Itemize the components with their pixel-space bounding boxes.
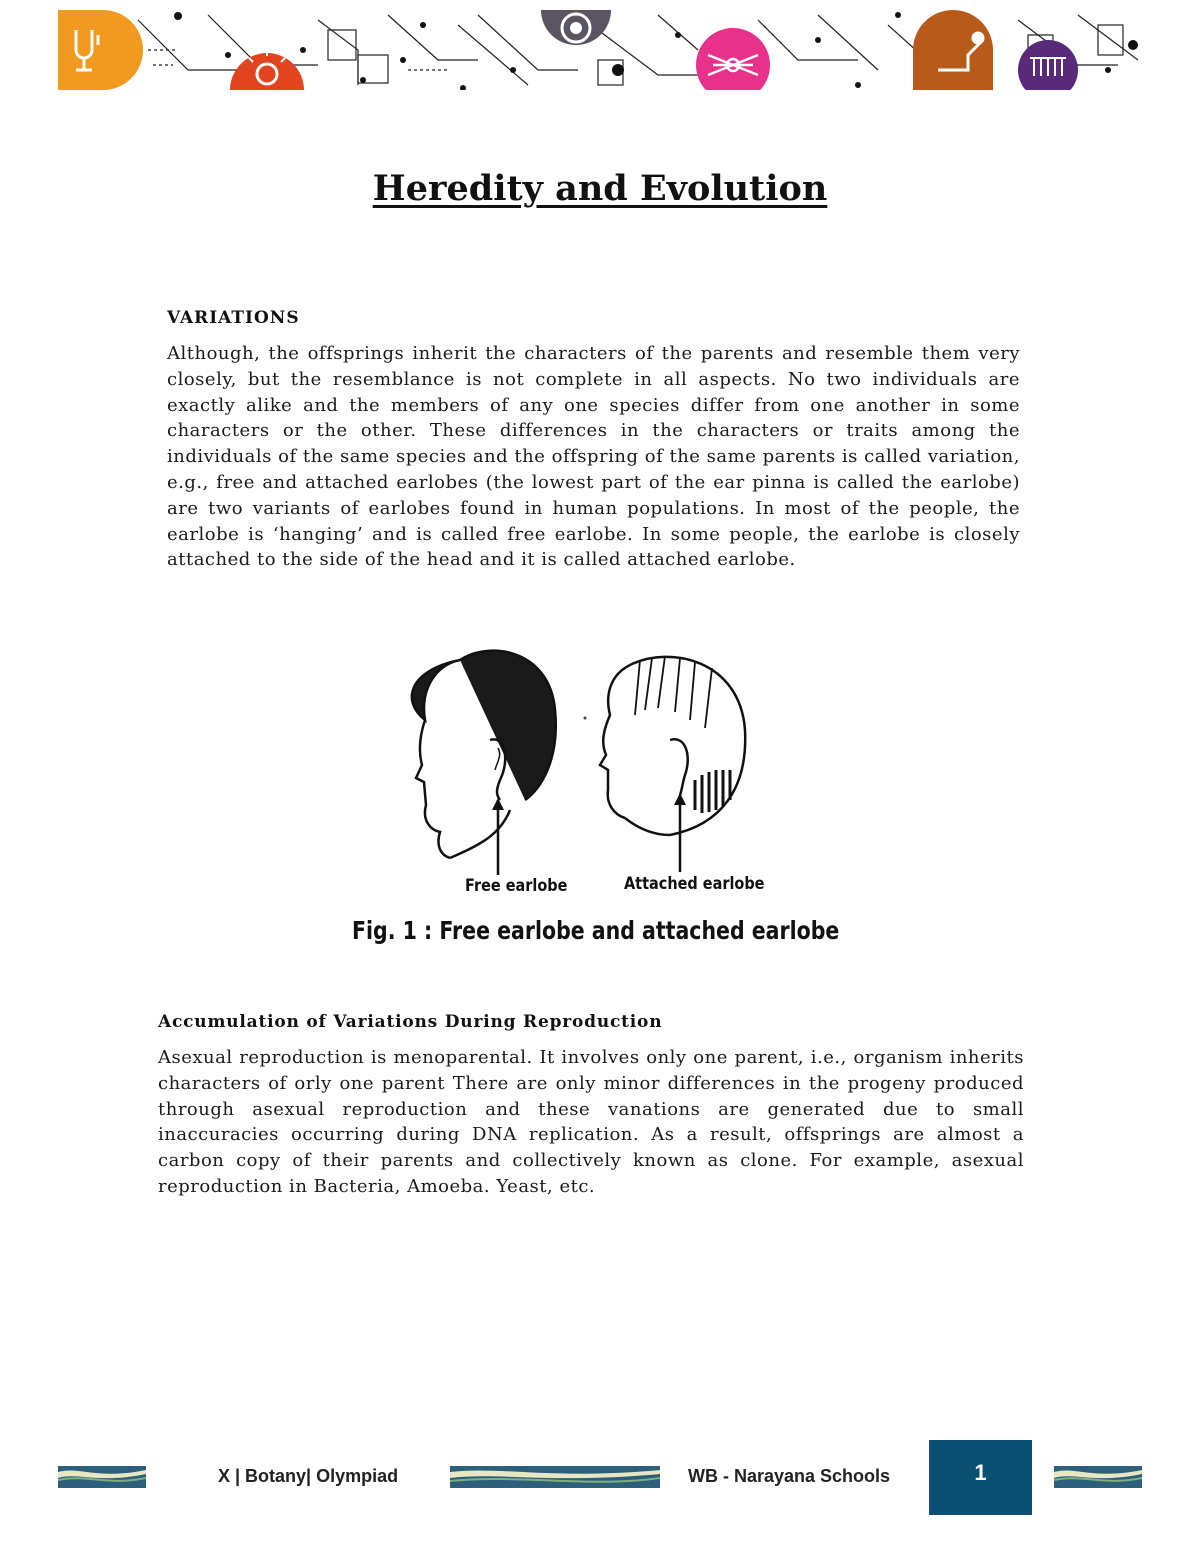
page-title: Heredity and Evolution <box>372 168 828 209</box>
molecule-icon <box>696 28 770 90</box>
footer-decoration-left <box>58 1466 146 1488</box>
attached-earlobe-head-drawing <box>600 656 745 835</box>
footer-subject: X | Botany| Olympiad <box>218 1466 399 1486</box>
footer-school: WB - Narayana Schools <box>688 1466 891 1486</box>
header-banner <box>58 10 1143 90</box>
free-earlobe-label: Free earlobe <box>465 876 568 896</box>
newtons-cradle-icon <box>1018 40 1078 90</box>
variations-heading: VARIATIONS <box>167 308 300 328</box>
lightbulb-icon <box>230 51 304 90</box>
figure-caption: Fig. 1 : Free earlobe and attached earlobe <box>352 916 840 945</box>
microscope-icon <box>913 10 993 90</box>
footer-decoration-right <box>1054 1466 1142 1488</box>
gear-icon <box>541 10 611 45</box>
attached-earlobe-label: Attached earlobe <box>624 874 765 894</box>
accumulation-heading: Accumulation of Variations During Reproduction <box>158 1012 663 1032</box>
plug-icon <box>58 10 143 90</box>
free-earlobe-head-drawing <box>412 651 556 858</box>
footer-decoration-middle <box>450 1466 660 1488</box>
variations-paragraph: Although, the offsprings inherit the characters of the parents and resemble them very closely, but the resemblance is not complete in all aspects. No two individuals are exactly alike and the members of any one species differ from one another in some characters or the other. These differences in the characters or traits among the individuals of the same species and the offspring of the same parents is called variation, e.g., free and attached earlobes (the lowest part of the ear pinna is called the earlobe) are two variants of earlobes found in human populations. In most of the people, the earlobe is ‘hanging’ and is called free earlobe. In some people, the earlobe is closely attached to the side of the head and it is called attached earlobe. <box>167 343 1020 571</box>
earlobe-figure <box>340 640 820 960</box>
page-number: 1 <box>929 1440 1032 1515</box>
accumulation-paragraph: Asexual reproduction is menoparental. It involves only one parent, i.e., organism inherits characters of orly one parent There are only minor differences in the progeny produced through asexual reproduction and these vanations are generated due to small inaccuracies occurring during DNA replication. As a result, offsprings are almost a carbon copy of their parents and collectively known as clone. For example, asexual reproduction in Bacteria, Amoeba. Yeast, etc. <box>158 1047 1024 1197</box>
